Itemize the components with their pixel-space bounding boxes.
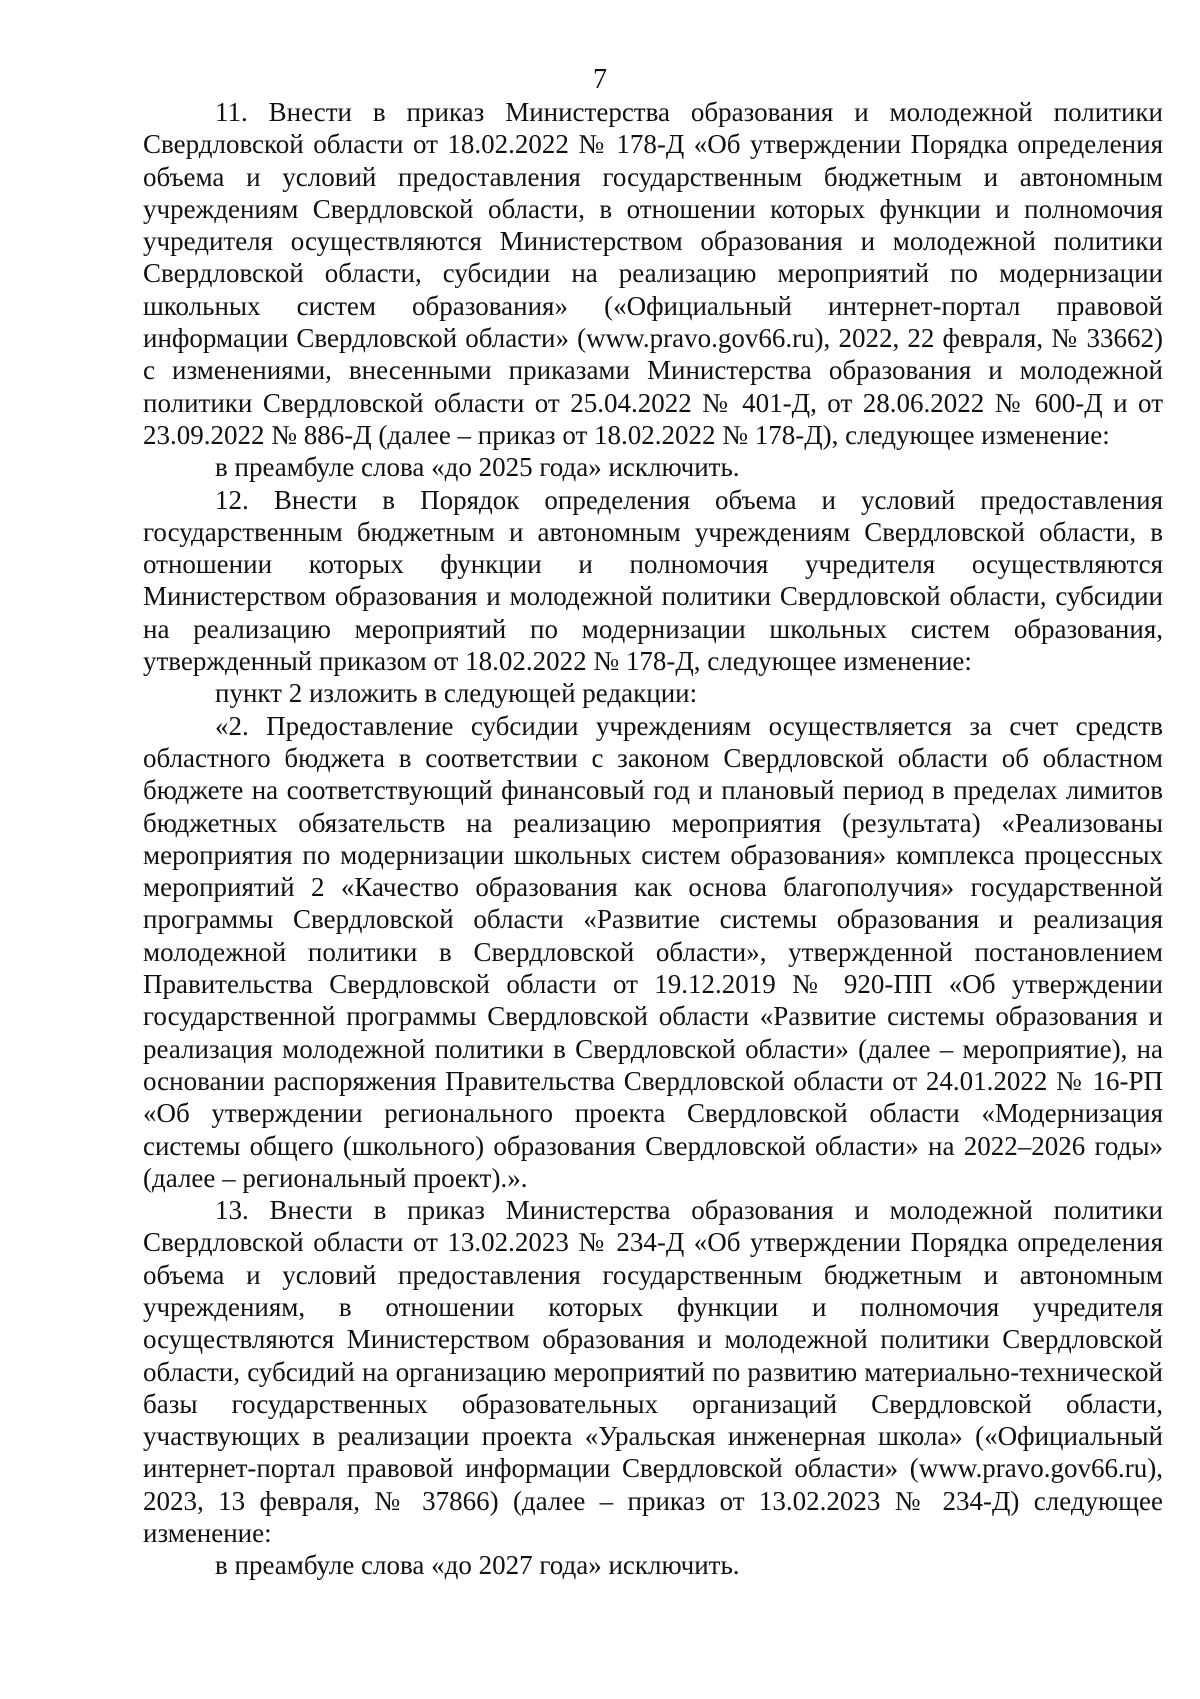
paragraph-point-2-intro: пункт 2 изложить в следующей редакции: [215, 678, 698, 709]
document-body [143, 96, 1163, 1582]
paragraph-item-11: 11. Внести в приказ Министерства образования и молодежной политики Свердловской области от 18.02.2022 № 178-Д «Об утверждении Порядка определения объема и условий предоставления государственным бюджетным и автономным учреждениям Свердловской области, в отношении которых функции и полномочия учредителя осуществляются Министерством образования и молодежной политики Свердловской области, субсидии на реализацию мероприятий по модернизации школьных систем образования» («Официальный интернет-портал правовой информации Свердловской области» (www.pravo.gov66.ru), 2022, 22 февраля, № 33662) с изменениями, внесенными приказами Министерства образования и молодежной политики Свердловской области от 25.04.2022 № 401-Д, от 28.06.2022 № 600-Д и от 23.09.2022 № 886-Д (далее – приказ от 18.02.2022 № 178-Д), следующее изменение: [143, 97, 1163, 450]
paragraph-preamble-change-1: в преамбуле слова «до 2025 года» исключить. [215, 452, 740, 483]
paragraph-item-13: 13. Внести в приказ Министерства образования и молодежной политики Свердловской области от 13.02.2023 № 234-Д «Об утверждении Порядка определения объема и условий предоставления государственным бюджетным и автономным учреждениям, в отношении которых функции и полномочия учредителя осуществляются Министерством образования и молодежной политики Свердловской области, субсидий на организацию мероприятий по развитию материально-технической базы государственных образовательных организаций Свердловской области, участвующих в реализации проекта «Уральская инженерная школа» («Официальный интернет-портал правовой информации Свердловской области» (www.pravo.gov66.ru), 2023, 13 февраля, № 37866) (далее – приказ от 13.02.2023 № 234-Д) следующее изменение: [143, 1195, 1163, 1549]
paragraph-preamble-change-2: в преамбуле слова «до 2027 года» исключить. [215, 1550, 740, 1581]
paragraph-item-12: 12. Внести в Порядок определения объема и условий предоставления государственным бюджетным и автономным учреждениям Свердловской области, в отношении которых функции и полномочия учредителя осуществляются Министерством образования и молодежной политики Свердловской области, субсидии на реализацию мероприятий по модернизации школьных систем образования, утвержденный приказом от 18.02.2022 № 178-Д, следующее изменение: [143, 484, 1163, 677]
paragraph-point-2-text: «2. Предоставление субсидии учреждениям осуществляется за счет средств областного бюджета в соответствии с законом Свердловской области об областном бюджете на соответствующий финансовый год и плановый период в пределах лимитов бюджетных обязательств на реализацию мероприятия (результата) «Реализованы мероприятия по модернизации школьных систем образования» комплекса процессных мероприятий 2 «Качество образования как основа благополучия» государственной программы Свердловской области «Развитие системы образования и реализация молодежной политики в Свердловской области», утвержденной постановлением Правительства Свердловской области от 19.12.2019 № 920-ПП «Об утверждении государственной программы Свердловской области «Развитие системы образования и реализация молодежной политики в Свердловской области» (далее – мероприятие), на основании распоряжения Правительства Свердловской области от 24.01.2022 № 16-РП «Об утверждении регионального проекта Свердловской области «Модернизация системы общего (школьного) образования Свердловской области» на 2022–2026 годы» (далее – региональный проект).». [143, 710, 1163, 1193]
page-number: 7 [593, 64, 607, 95]
